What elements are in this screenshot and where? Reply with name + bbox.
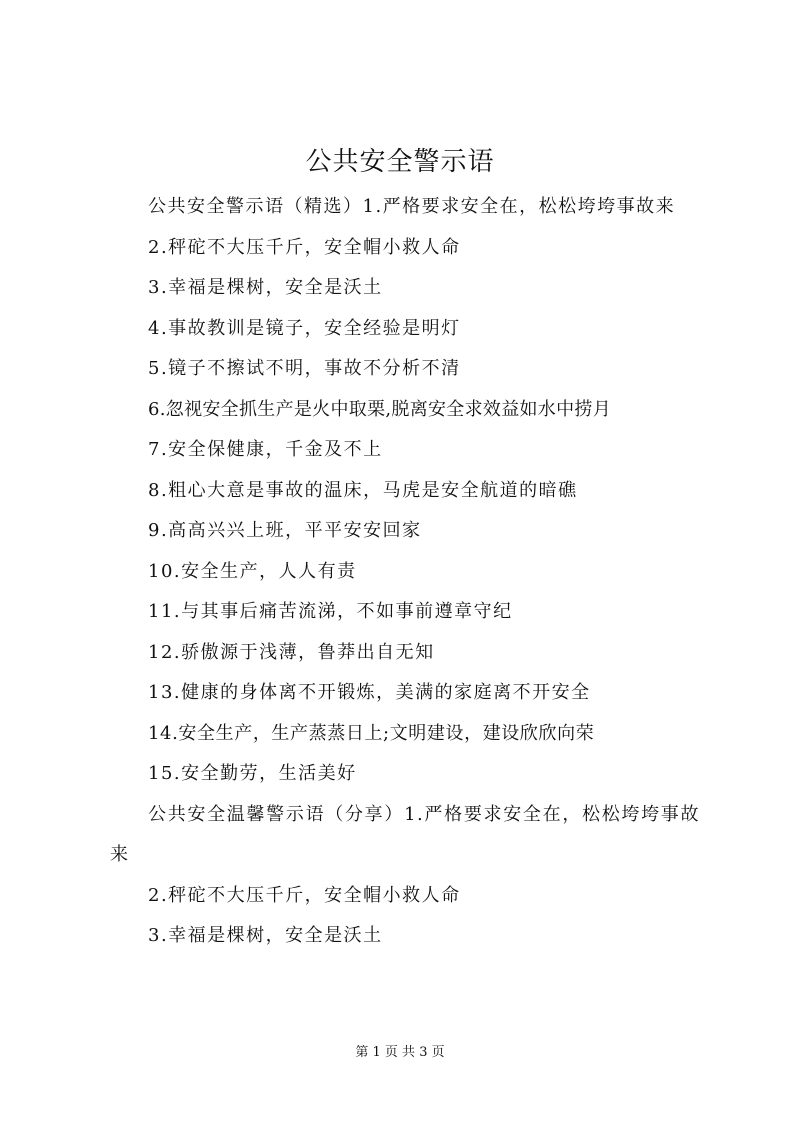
paragraph: 12.骄傲源于浅薄，鲁莽出自无知 — [148, 641, 435, 663]
paragraph: 3.幸福是棵树，安全是沃土 — [148, 277, 383, 298]
paragraph: 6.忽视安全抓生产是火中取栗,脱离安全求效益如水中捞月 — [148, 398, 611, 420]
paragraph: 2.秤砣不大压千斤，安全帽小救人命 — [148, 884, 461, 906]
paragraph: 11.与其事后痛苦流涕，不如事前遵章守纪 — [148, 601, 513, 622]
paragraph: 15.安全勤劳，生活美好 — [148, 763, 357, 784]
paragraph: 3.幸福是棵树，安全是沃土 — [148, 925, 383, 946]
paragraph: 14.安全生产，生产蒸蒸日上;文明建设，建设欣欣向荣 — [148, 722, 595, 744]
paragraph: 8.粗心大意是事故的温床，马虎是安全航道的暗礁 — [148, 479, 578, 501]
paragraph: 公共安全温馨警示语（分享）1.严格要求安全在，松松垮垮事故来 — [110, 803, 700, 865]
document-body — [110, 187, 700, 957]
paragraph: 13.健康的身体离不开锻炼，美满的家庭离不开安全 — [148, 682, 591, 703]
paragraph: 2.秤砣不大压千斤，安全帽小救人命 — [148, 236, 461, 258]
document-title: 公共安全警示语 — [305, 147, 495, 177]
page-number-footer: 第 1 页 共 3 页 — [355, 1045, 445, 1060]
paragraph: 10.安全生产，人人有责 — [148, 560, 357, 582]
paragraph: 公共安全警示语（精选）1.严格要求安全在，松松垮垮事故来 — [148, 196, 676, 217]
paragraph: 9.高高兴兴上班，平平安安回家 — [148, 520, 422, 541]
paragraph: 7.安全保健康，千金及不上 — [148, 439, 383, 460]
paragraph: 5.镜子不擦试不明，事故不分析不清 — [148, 358, 461, 379]
paragraph: 4.事故教训是镜子，安全经验是明灯 — [148, 317, 461, 339]
